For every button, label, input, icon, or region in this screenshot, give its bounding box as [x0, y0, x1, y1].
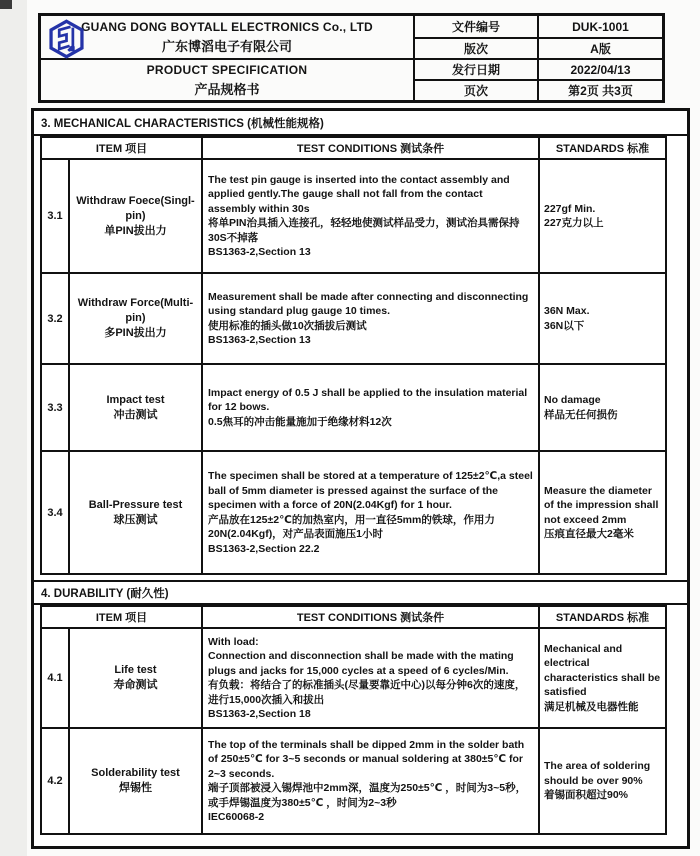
- standards-cell: [539, 364, 666, 451]
- standards-cell: [539, 273, 666, 364]
- section-title: 3. MECHANICAL CHARACTERISTICS (机械性能规格): [34, 111, 687, 136]
- row-number: 3.3: [41, 364, 69, 451]
- item-cell: [69, 728, 202, 834]
- row-number: 3.4: [41, 451, 69, 574]
- document-title-block: [41, 58, 413, 100]
- standard-line: 样品无任何损伤: [544, 408, 618, 421]
- condition-line: Impact energy of 0.5 J shall be applied to the insulation material for 12 bows.: [208, 386, 528, 414]
- item-cell: [69, 159, 202, 273]
- company-logo-icon: [48, 19, 85, 59]
- table-row: [41, 159, 666, 273]
- table-row: [41, 628, 666, 728]
- column-header-row: [41, 606, 666, 628]
- table-row: [41, 451, 666, 574]
- item-name-en: Withdraw Force(Multi-pin): [77, 297, 194, 324]
- section-title: 4. DURABILITY (耐久性): [34, 580, 687, 605]
- condition-line: BS1363-2,Section 22.2: [208, 542, 320, 555]
- condition-line: 产品放在125±2℃的加热室内，用一直径5mm的铁球，作用力20N(2.04Kgf)，对产品表面施压1小时: [208, 513, 495, 540]
- field-value-page: 第2页 共3页: [537, 79, 662, 100]
- item-cell: [69, 628, 202, 728]
- field-label-doc-number: 文件编号: [413, 16, 537, 37]
- item-name-en: Life test: [114, 664, 157, 676]
- test-conditions-cell: [202, 159, 539, 273]
- standards-cell: [539, 728, 666, 834]
- test-conditions-cell: [202, 451, 539, 574]
- test-conditions-cell: [202, 628, 539, 728]
- standards-cell: [539, 451, 666, 574]
- table-row: [41, 728, 666, 834]
- row-number: 4.1: [41, 628, 69, 728]
- spec-table: [40, 605, 667, 835]
- condition-line: 0.5焦耳的冲击能量施加于绝缘材料12次: [208, 415, 392, 428]
- column-header: TEST CONDITIONS 测试条件: [202, 137, 539, 159]
- row-number: 4.2: [41, 728, 69, 834]
- standard-line: 36N Max.: [544, 305, 590, 317]
- field-value-revision: A版: [537, 37, 662, 58]
- item-cell: [69, 364, 202, 451]
- standards-cell: [539, 628, 666, 728]
- item-name-en: Solderability test: [91, 767, 180, 779]
- condition-line: With load:: [208, 635, 259, 648]
- field-label-revision: 版次: [413, 37, 537, 58]
- condition-line: Connection and disconnection shall be made with the mating plugs and jacks for 15,000 cycles at a speed of 6 cycles/Min.: [208, 650, 514, 677]
- item-name-cn: 球压测试: [113, 513, 158, 526]
- document-header: [38, 13, 665, 103]
- document-title-cn: 产品规格书: [194, 81, 260, 97]
- field-label-page: 页次: [413, 79, 537, 100]
- standard-line: 着锡面积超过90%: [544, 789, 629, 802]
- condition-line: 使用标准的插头做10次插拔后测试: [208, 319, 367, 332]
- column-header: STANDARDS 标准: [539, 137, 666, 159]
- standard-line: 满足机械及电器性能: [544, 700, 639, 713]
- test-conditions-cell: [202, 364, 539, 451]
- scan-artifact: [0, 0, 12, 9]
- test-conditions-cell: [202, 273, 539, 364]
- spec-table: [40, 136, 667, 575]
- standard-line: Measure the diameter of the impression shall not exceed 2mm: [544, 484, 659, 526]
- column-header: ITEM 项目: [41, 137, 202, 159]
- field-value-issue-date: 2022/04/13: [537, 58, 662, 79]
- standard-line: 227gf Min.: [544, 202, 596, 215]
- company-block: [41, 16, 413, 58]
- spec-section: [34, 111, 687, 575]
- item-name-cn: 焊锡性: [119, 782, 152, 794]
- company-name-en: GUANG DONG BOYTALL ELECTRONICS Co., LTD: [81, 19, 373, 34]
- item-name-en: Withdraw Foece(Singl-pin): [76, 194, 195, 222]
- item-name-cn: 冲击测试: [113, 408, 158, 421]
- condition-line: The top of the terminals shall be dipped 2mm in the solder bath of 250±5℃ for 3~5 seconds or manual soldering at 380±5℃ for 2~3 seconds.: [208, 738, 525, 780]
- table-row: [41, 273, 666, 364]
- table-row: [41, 364, 666, 451]
- standard-line: The area of soldering should be over 90%: [544, 760, 651, 787]
- document-title-en: PRODUCT SPECIFICATION: [146, 62, 308, 77]
- condition-line: Measurement shall be made after connecting and disconnecting using standard plug gauge 10 times.: [208, 290, 529, 317]
- column-header-row: [41, 137, 666, 159]
- item-cell: [69, 451, 202, 574]
- column-header: TEST CONDITIONS 测试条件: [202, 606, 539, 628]
- item-name-en: Impact test: [106, 393, 165, 406]
- column-header: ITEM 项目: [41, 606, 202, 628]
- spec-body: [31, 108, 690, 849]
- condition-line: BS1363-2,Section 13: [208, 246, 311, 258]
- condition-line: 端子顶部被浸入锡焊池中2mm深，温度为250±5℃ ，时间为3~5秒，或手焊锡温度为380±5℃ ，时间为2~3秒: [208, 782, 527, 809]
- standard-line: 36N以下: [544, 319, 585, 332]
- standard-line: 压痕直径最大2毫米: [544, 528, 634, 540]
- field-label-issue-date: 发行日期: [413, 58, 537, 79]
- standards-cell: [539, 159, 666, 273]
- item-name-en: Ball-Pressure test: [88, 498, 183, 511]
- item-name-cn: 单PIN拔出力: [104, 224, 167, 237]
- standard-line: 227克力以上: [544, 217, 604, 229]
- company-name-cn: 广东博滔电子有限公司: [161, 38, 292, 54]
- item-name-cn: 多PIN拔出力: [104, 327, 167, 339]
- row-number: 3.2: [41, 273, 69, 364]
- column-header: STANDARDS 标准: [539, 606, 666, 628]
- standard-line: No damage: [544, 394, 601, 406]
- test-conditions-cell: [202, 728, 539, 834]
- row-number: 3.1: [41, 159, 69, 273]
- condition-line: The specimen shall be stored at a temperature of 125±2℃,a steel ball of 5mm diameter is pressed against the surface of the specimen with a force of 20N(2.04Kgf) for 1 hour.: [208, 470, 533, 511]
- item-cell: [69, 273, 202, 364]
- item-name-cn: 寿命测试: [113, 679, 158, 691]
- field-value-doc-number: DUK-1001: [537, 16, 662, 37]
- condition-line: 将单PIN治具插入连接孔，轻轻地使测试样品受力，测试治具需保持30S不掉落: [208, 217, 520, 244]
- condition-line: BS1363-2,Section 13: [208, 334, 311, 346]
- spec-section: [34, 580, 687, 835]
- condition-line: The test pin gauge is inserted into the contact assembly and applied gently.The gauge shall not fall from the contact assembly within 30s: [208, 173, 510, 215]
- condition-line: IEC60068-2: [208, 811, 265, 823]
- condition-line: 有负载：将结合了的标准插头(尽量要靠近中心)以每分钟6次的速度，进行15,000次插入和拔出: [208, 679, 526, 706]
- standard-line: Mechanical and electrical characteristics shall be satisfied: [544, 642, 661, 699]
- condition-line: BS1363-2,Section 18: [208, 708, 311, 720]
- scan-page-edge: [0, 0, 27, 856]
